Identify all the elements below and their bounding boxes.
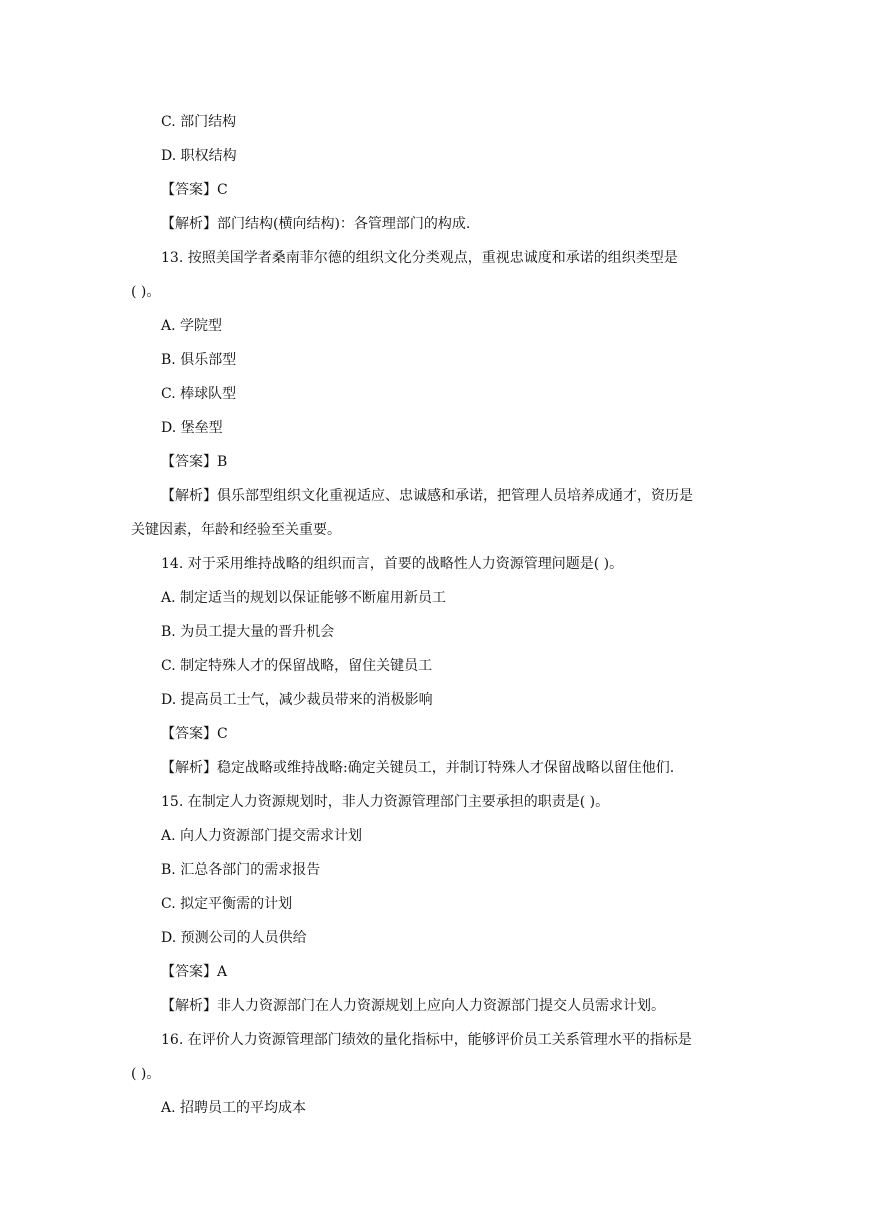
answer-q12: 【答案】C [161,182,228,198]
explanation-q15: 【解析】非人力资源部门在人力资源规划上应向人力资源部门提交人员需求计划。 [161,998,665,1014]
option-d-q15: D. 预测公司的人员供给 [161,930,307,946]
option-b-q13: B. 俱乐部型 [161,352,237,368]
question-15: 15. 在制定人力资源规划时，非人力资源管理部门主要承担的职责是( )。 [161,794,610,810]
option-d-q14: D. 提高员工士气，减少裁员带来的消极影响 [161,692,433,708]
option-d-q13: D. 堡垒型 [161,420,223,436]
option-d-q12: D. 职权结构 [161,148,237,164]
option-a-q16: A. 招聘员工的平均成本 [161,1100,307,1116]
option-a-q15: A. 向人力资源部门提交需求计划 [161,828,363,844]
answer-q15: 【答案】A [161,964,228,980]
option-c-q15: C. 拟定平衡需的计划 [161,896,293,912]
question-13: 13. 按照美国学者桑南菲尔德的组织文化分类观点，重视忠诚度和承诺的组织类型是 [161,250,678,266]
explanation-q13-continuation: 关键因素，年龄和经验至关重要。 [131,522,341,538]
option-a-q14: A. 制定适当的规划以保证能够不断雇用新员工 [161,590,447,606]
option-b-q14: B. 为员工提大量的晋升机会 [161,624,335,640]
question-content [131,105,741,1125]
question-13-continuation: ( )。 [131,284,161,300]
question-14: 14. 对于采用维持战略的组织而言，首要的战略性人力资源管理问题是( )。 [161,556,624,572]
option-c-q12: C. 部门结构 [161,114,237,130]
explanation-q14: 【解析】稳定战略或维持战略:确定关键员工，并制订特殊人才保留战略以留住他们. [161,760,675,776]
option-c-q14: C. 制定特殊人才的保留战略，留住关键员工 [161,658,433,674]
option-c-q13: C. 棒球队型 [161,386,237,402]
answer-q14: 【答案】C [161,726,228,742]
explanation-q12: 【解析】部门结构(横向结构)：各管理部门的构成. [161,216,471,232]
question-16-continuation: ( )。 [131,1066,161,1082]
option-b-q15: B. 汇总各部门的需求报告 [161,862,321,878]
option-a-q13: A. 学院型 [161,318,223,334]
answer-q13: 【答案】B [161,454,228,470]
question-16: 16. 在评价人力资源管理部门绩效的量化指标中，能够评价员工关系管理水平的指标是 [161,1032,692,1048]
explanation-q13: 【解析】俱乐部型组织文化重视适应、忠诚感和承诺，把管理人员培养成通才，资历是 [161,488,693,504]
